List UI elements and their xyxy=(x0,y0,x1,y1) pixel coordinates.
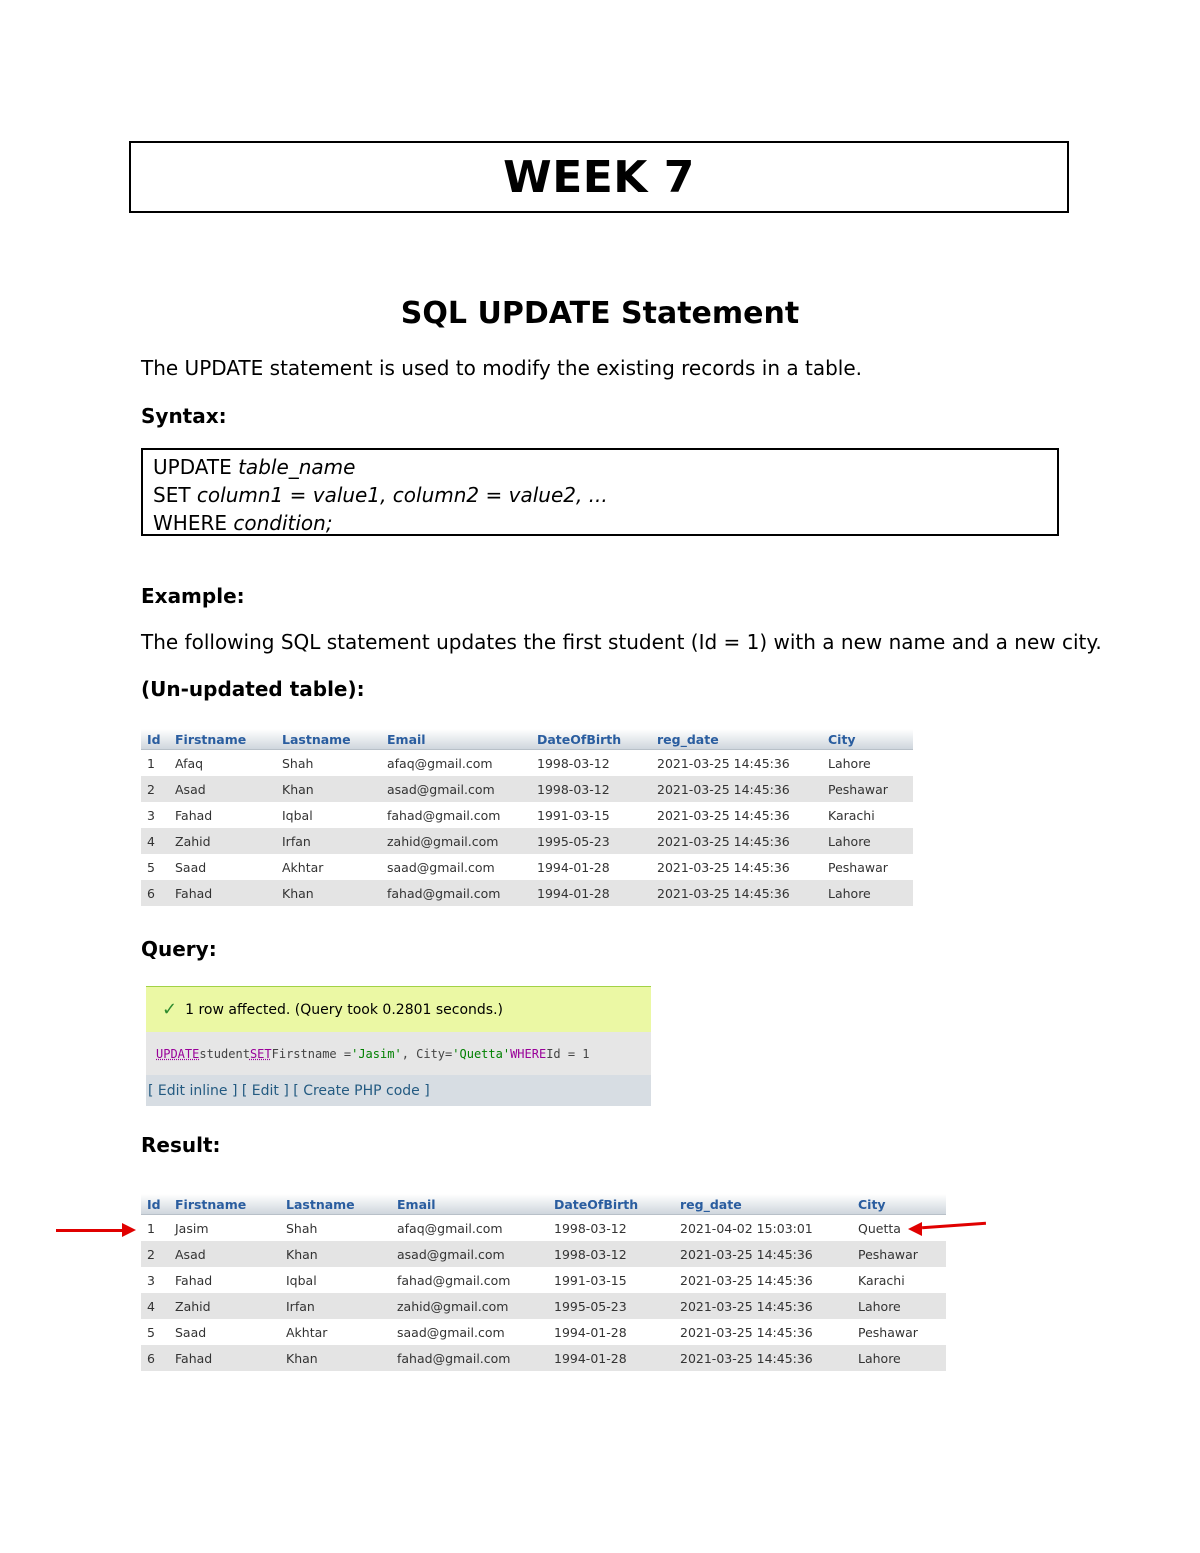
result-label: Result: xyxy=(141,1133,221,1157)
success-message xyxy=(146,986,651,1032)
syntax-arg: table_name xyxy=(238,455,356,479)
sql-keyword-where: WHERE xyxy=(510,1046,547,1061)
check-icon: ✓ xyxy=(162,999,178,1020)
table-cell-reg_date: 2021-03-25 14:45:36 xyxy=(651,750,822,777)
sql-text: Firstname = xyxy=(271,1046,352,1061)
table-cell-email: fahad@gmail.com xyxy=(391,1345,548,1371)
table-cell-reg_date: 2021-03-25 14:45:36 xyxy=(674,1345,852,1371)
table-cell-reg_date: 2021-03-25 14:45:36 xyxy=(651,776,822,802)
arrow-left-pointing-icon xyxy=(908,1222,922,1236)
table-cell-firstname: Zahid xyxy=(169,1293,280,1319)
table-cell-lastname: Irfan xyxy=(280,1293,391,1319)
table-cell-id: 1 xyxy=(141,750,169,777)
table-cell-lastname: Akhtar xyxy=(280,1319,391,1345)
query-label: Query: xyxy=(141,937,217,961)
table-cell-id: 5 xyxy=(141,1319,169,1345)
sql-text: student xyxy=(199,1046,250,1061)
table-cell-lastname: Khan xyxy=(280,1241,391,1267)
table-cell-email: fahad@gmail.com xyxy=(381,802,531,828)
table-cell-firstname: Zahid xyxy=(169,828,276,854)
table-row xyxy=(141,1293,946,1319)
table-cell-firstname: Fahad xyxy=(169,1267,280,1293)
table-cell-email: saad@gmail.com xyxy=(391,1319,548,1345)
column-header-email[interactable]: Email xyxy=(391,1194,548,1215)
example-text: The following SQL statement updates the first student (Id = 1) with a new name and a new city. xyxy=(141,630,1102,654)
success-text: 1 row affected. (Query took 0.2801 seconds.) xyxy=(185,1001,503,1018)
table-cell-lastname: Akhtar xyxy=(276,854,381,880)
table-cell-dateofbirth: 1995-05-23 xyxy=(548,1293,674,1319)
table-cell-reg_date: 2021-03-25 14:45:36 xyxy=(651,854,822,880)
table-cell-id: 2 xyxy=(141,1241,169,1267)
table-cell-id: 5 xyxy=(141,854,169,880)
table-row xyxy=(141,750,913,777)
syntax-line-3 xyxy=(153,509,1047,537)
result-table xyxy=(141,1194,946,1371)
table-cell-lastname: Khan xyxy=(276,776,381,802)
column-header-firstname[interactable]: Firstname xyxy=(169,729,276,750)
table-cell-id: 4 xyxy=(141,1293,169,1319)
table-cell-dateofbirth: 1998-03-12 xyxy=(531,776,651,802)
table-cell-lastname: Shah xyxy=(276,750,381,777)
table-cell-email: afaq@gmail.com xyxy=(381,750,531,777)
table-cell-email: fahad@gmail.com xyxy=(381,880,531,906)
table-cell-email: afaq@gmail.com xyxy=(391,1215,548,1242)
table-row xyxy=(141,1267,946,1293)
table-cell-lastname: Irfan xyxy=(276,828,381,854)
table-cell-reg_date: 2021-03-25 14:45:36 xyxy=(674,1293,852,1319)
table-row xyxy=(141,1319,946,1345)
table-cell-city: Peshawar xyxy=(852,1319,946,1345)
table-cell-city: Peshawar xyxy=(852,1241,946,1267)
table-cell-city: Lahore xyxy=(822,880,913,906)
sql-query xyxy=(146,1032,651,1075)
table-row xyxy=(141,1215,946,1242)
table-cell-firstname: Fahad xyxy=(169,1345,280,1371)
table-cell-firstname: Fahad xyxy=(169,802,276,828)
syntax-line-1 xyxy=(153,453,1047,481)
sql-string: 'Jasim' xyxy=(351,1046,402,1061)
table-cell-lastname: Iqbal xyxy=(276,802,381,828)
table-cell-dateofbirth: 1994-01-28 xyxy=(548,1345,674,1371)
table-cell-dateofbirth: 1994-01-28 xyxy=(531,880,651,906)
table-cell-lastname: Khan xyxy=(280,1345,391,1371)
column-header-lastname[interactable]: Lastname xyxy=(276,729,381,750)
table-cell-city: Lahore xyxy=(822,828,913,854)
table-cell-reg_date: 2021-03-25 14:45:36 xyxy=(651,880,822,906)
table-cell-city: Lahore xyxy=(822,750,913,777)
column-header-email[interactable]: Email xyxy=(381,729,531,750)
table-cell-id: 4 xyxy=(141,828,169,854)
table-cell-reg_date: 2021-04-02 15:03:01 xyxy=(674,1215,852,1242)
table-cell-reg_date: 2021-03-25 14:45:36 xyxy=(674,1319,852,1345)
table-cell-dateofbirth: 1995-05-23 xyxy=(531,828,651,854)
syntax-keyword: WHERE xyxy=(153,511,234,535)
table-row xyxy=(141,828,913,854)
table-cell-firstname: Fahad xyxy=(169,880,276,906)
table-cell-city: Lahore xyxy=(852,1345,946,1371)
column-header-firstname[interactable]: Firstname xyxy=(169,1194,280,1215)
table-cell-email: asad@gmail.com xyxy=(381,776,531,802)
syntax-arg: condition; xyxy=(233,511,333,535)
table-cell-id: 3 xyxy=(141,802,169,828)
column-header-id[interactable]: Id xyxy=(141,729,169,750)
table-row xyxy=(141,1241,946,1267)
table-cell-email: zahid@gmail.com xyxy=(391,1293,548,1319)
column-header-dateofbirth[interactable]: DateOfBirth xyxy=(548,1194,674,1215)
table-cell-city: Peshawar xyxy=(822,854,913,880)
table-cell-firstname: Saad xyxy=(169,854,276,880)
week-title-box xyxy=(129,141,1069,213)
table-cell-city: Karachi xyxy=(822,802,913,828)
intro-text: The UPDATE statement is used to modify the existing records in a table. xyxy=(141,356,862,380)
create-php-code-link[interactable]: Create PHP code xyxy=(303,1082,420,1099)
column-header-reg_date[interactable]: reg_date xyxy=(674,1194,852,1215)
table-cell-email: saad@gmail.com xyxy=(381,854,531,880)
table-cell-firstname: Jasim xyxy=(169,1215,280,1242)
unupdated-table xyxy=(141,729,913,906)
sql-string: 'Quetta' xyxy=(452,1046,511,1061)
syntax-box xyxy=(141,448,1059,536)
table-cell-id: 3 xyxy=(141,1267,169,1293)
edit-link[interactable]: Edit xyxy=(251,1082,279,1099)
table-cell-lastname: Khan xyxy=(276,880,381,906)
table-cell-dateofbirth: 1998-03-12 xyxy=(548,1215,674,1242)
table-cell-reg_date: 2021-03-25 14:45:36 xyxy=(651,802,822,828)
table-row xyxy=(141,776,913,802)
table-cell-reg_date: 2021-03-25 14:45:36 xyxy=(651,828,822,854)
table-cell-email: fahad@gmail.com xyxy=(391,1267,548,1293)
unupdated-label: (Un-updated table): xyxy=(141,677,365,701)
arrow-left-shaft xyxy=(56,1229,124,1232)
column-header-dateofbirth[interactable]: DateOfBirth xyxy=(531,729,651,750)
table-cell-email: zahid@gmail.com xyxy=(381,828,531,854)
column-header-lastname[interactable]: Lastname xyxy=(280,1194,391,1215)
example-label: Example: xyxy=(141,584,245,608)
sql-text: Id = 1 xyxy=(546,1046,590,1061)
table-cell-firstname: Afaq xyxy=(169,750,276,777)
table-cell-id: 1 xyxy=(141,1215,169,1242)
column-header-city[interactable]: City xyxy=(822,729,913,750)
table-cell-city: Karachi xyxy=(852,1267,946,1293)
table-cell-firstname: Saad xyxy=(169,1319,280,1345)
table-cell-lastname: Shah xyxy=(280,1215,391,1242)
table-row xyxy=(141,854,913,880)
table-cell-dateofbirth: 1998-03-12 xyxy=(531,750,651,777)
syntax-label: Syntax: xyxy=(141,404,227,428)
sql-keyword-set[interactable]: SET xyxy=(249,1046,272,1061)
table-cell-dateofbirth: 1994-01-28 xyxy=(531,854,651,880)
table-header-row xyxy=(141,1194,946,1215)
table-cell-city: Peshawar xyxy=(822,776,913,802)
table-cell-id: 6 xyxy=(141,880,169,906)
table-cell-dateofbirth: 1994-01-28 xyxy=(548,1319,674,1345)
edit-inline-link[interactable]: Edit inline xyxy=(157,1082,228,1099)
syntax-keyword: UPDATE xyxy=(153,455,239,479)
sql-text: , City= xyxy=(401,1046,453,1061)
week-title: WEEK 7 xyxy=(503,151,695,203)
table-cell-id: 6 xyxy=(141,1345,169,1371)
syntax-arg: column1 = value1, column2 = value2, ... xyxy=(196,483,608,507)
table-row xyxy=(141,802,913,828)
table-cell-id: 2 xyxy=(141,776,169,802)
table-cell-city: Lahore xyxy=(852,1293,946,1319)
section-title: SQL UPDATE Statement xyxy=(400,296,800,331)
column-header-reg_date[interactable]: reg_date xyxy=(651,729,822,750)
table-cell-dateofbirth: 1998-03-12 xyxy=(548,1241,674,1267)
query-result-box xyxy=(146,986,651,1105)
table-cell-city: Quetta xyxy=(852,1215,946,1242)
column-header-id[interactable]: Id xyxy=(141,1194,169,1215)
query-links: [ Edit inline ] [ Edit ] [ Create PHP code ] xyxy=(146,1075,651,1106)
table-header-row xyxy=(141,729,913,750)
syntax-line-2 xyxy=(153,481,1047,509)
table-row xyxy=(141,1345,946,1371)
table-row xyxy=(141,880,913,906)
sql-keyword-update[interactable]: UPDATE xyxy=(156,1046,200,1061)
table-cell-firstname: Asad xyxy=(169,776,276,802)
table-cell-dateofbirth: 1991-03-15 xyxy=(548,1267,674,1293)
arrow-right-pointing-icon xyxy=(122,1223,136,1237)
table-cell-reg_date: 2021-03-25 14:45:36 xyxy=(674,1267,852,1293)
column-header-city[interactable]: City xyxy=(852,1194,946,1215)
table-cell-dateofbirth: 1991-03-15 xyxy=(531,802,651,828)
syntax-keyword: SET xyxy=(153,483,197,507)
table-cell-lastname: Iqbal xyxy=(280,1267,391,1293)
table-cell-email: asad@gmail.com xyxy=(391,1241,548,1267)
table-cell-reg_date: 2021-03-25 14:45:36 xyxy=(674,1241,852,1267)
table-cell-firstname: Asad xyxy=(169,1241,280,1267)
